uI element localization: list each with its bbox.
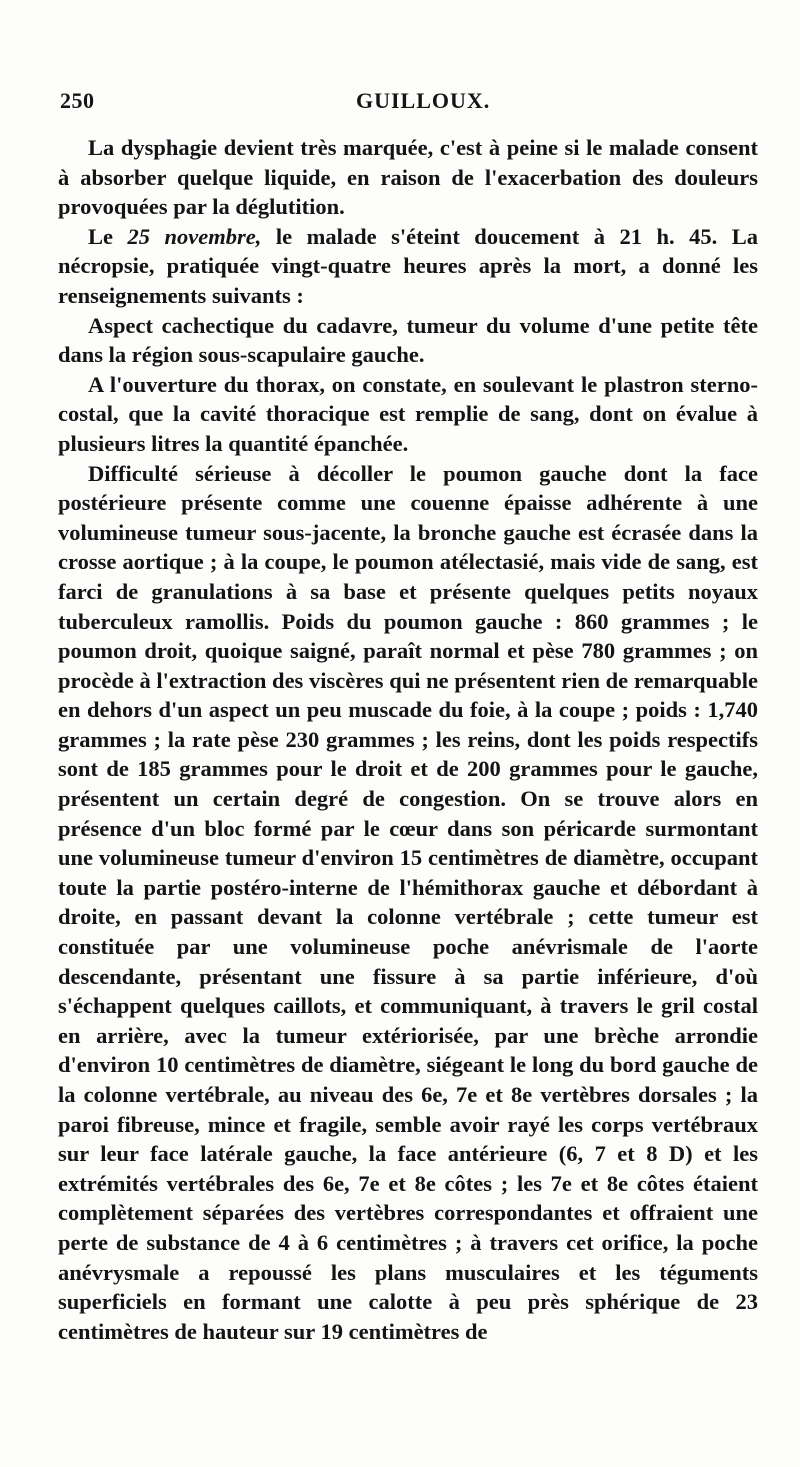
paragraph: A l'ouverture du thorax, on constate, en soulevant le plastron sterno-costal, que la cavité thoracique est remplie de sang, dont on évalue à plusieurs litres la quantité épanchée. [58,371,758,456]
paragraph: La dysphagie devient très marquée, c'est à peine si le malade consent à absorber quelque liquide, en raison de l'exacerbation des douleurs provoquées par la déglutition. [58,135,758,220]
date-prefix: Le [88,223,113,249]
date-italic: 25 novembre, [127,223,262,249]
paragraph: Aspect cachectique du cadavre, tumeur du volume d'une petite tête dans la région sous-scapulaire gauche. [58,312,758,368]
paragraph: Difficulté sérieuse à décoller le poumon gauche dont la face postérieure présente comme une couenne épaisse adhérente à une volumineuse tumeur sous-jacente, la bronche gauche est écrasée dans la crosse aortique ; à la coupe, le poumon atélectasié, mais vide de sang, est farci de granulations à sa base et présente quelques petits noyaux tuberculeux ramollis. Poids du poumon gauche : 860 grammes ; le poumon droit, quoique saigné, paraît normal et pèse 780 grammes ; on procède à l'extraction des viscères qui ne présentent rien de remarquable en dehors d'un aspect un peu muscade du foie, à la coupe ; poids : 1,740 grammes ; la rate pèse 230 grammes ; les reins, dont les poids respectifs sont de 185 grammes pour le droit et de 200 grammes pour le gauche, présentent un certain degré de congestion. On se trouve alors en présence d'un bloc formé par le cœur dans son péricarde surmontant une volumineuse tumeur d'environ 15 centimètres de diamètre, occupant toute la partie postéro-interne de l'hémithorax gauche et débordant à droite, en passant devant la colonne vertébrale ; cette tumeur est constituée par une volumineuse poche anévrismale de l'aorte descendante, présentant une fissure à sa partie inférieure, d'où s'échappent quelques caillots, et communiquant, à travers le gril costal en arrière, avec la tumeur extériorisée, par une brèche arrondie d'environ 10 centimètres de diamètre, siégeant le long du bord gauche de la colonne vertébrale, au niveau des 6e, 7e et 8e vertèbres dorsales ; la paroi fibreuse, mince et fragile, semble avoir rayé les corps vertébraux sur leur face latérale gauche, la face antérieure (6, 7 et 8 D) et les extrémités vertébrales des 6e, 7e et 8e côtes ; les 7e et 8e côtes étaient complètement séparées des vertèbres correspondantes et offraient une perte de substance de 4 à 6 centimètres ; à travers cet orifice, la poche anévrysmale a repoussé les plans musculaires et les téguments superficiels en formant une calotte à peu près sphérique de 23 centimètres de hauteur sur 19 centimètres de [58,460,758,1344]
paragraph [58,222,758,311]
page-header [60,88,760,118]
body-text [58,133,758,1346]
page-number: 250 [60,88,95,113]
paragraph-text: le malade s'éteint doucement à 21 h. 45. La nécropsie, pratiquée vingt-quatre heures après la mort, a donné les renseignements suivants : [58,223,759,308]
running-head: GUILLOUX. [356,88,491,113]
